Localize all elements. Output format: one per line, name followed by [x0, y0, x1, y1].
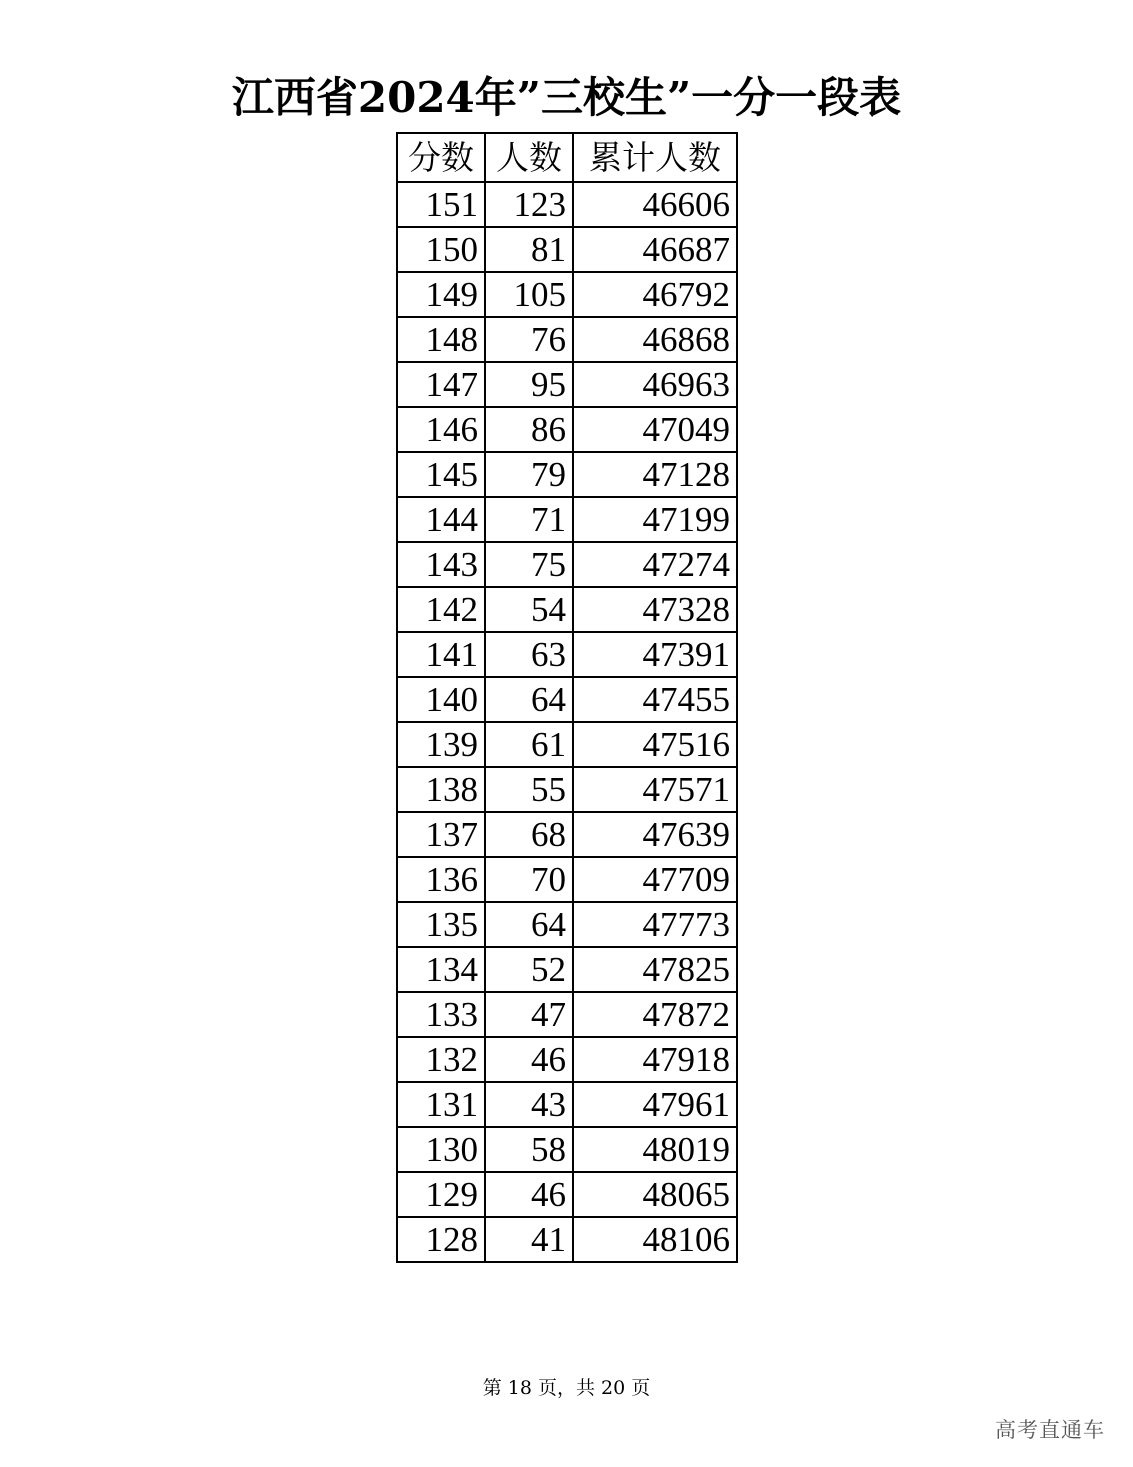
cell-cumulative: 47825: [573, 947, 737, 992]
cell-count: 52: [485, 947, 573, 992]
cell-cumulative: 47391: [573, 632, 737, 677]
header-count: 人数: [485, 133, 573, 182]
table-row: [397, 497, 737, 542]
table-row: [397, 722, 737, 767]
cell-count: 79: [485, 452, 573, 497]
table-row: [397, 1172, 737, 1217]
cell-cumulative: 47516: [573, 722, 737, 767]
cell-score: 148: [397, 317, 485, 362]
table-row: [397, 812, 737, 857]
cell-count: 95: [485, 362, 573, 407]
cell-score: 147: [397, 362, 485, 407]
cell-cumulative: 47961: [573, 1082, 737, 1127]
cell-cumulative: 46868: [573, 317, 737, 362]
cell-cumulative: 48106: [573, 1217, 737, 1262]
cell-score: 128: [397, 1217, 485, 1262]
cell-count: 86: [485, 407, 573, 452]
cell-cumulative: 47199: [573, 497, 737, 542]
table-row: [397, 407, 737, 452]
cell-cumulative: 47274: [573, 542, 737, 587]
cell-count: 105: [485, 272, 573, 317]
table-row: [397, 632, 737, 677]
cell-cumulative: 47773: [573, 902, 737, 947]
cell-score: 133: [397, 992, 485, 1037]
cell-score: 134: [397, 947, 485, 992]
cell-cumulative: 48065: [573, 1172, 737, 1217]
cell-cumulative: 47455: [573, 677, 737, 722]
cell-count: 46: [485, 1172, 573, 1217]
table-row: [397, 677, 737, 722]
table-row: [397, 542, 737, 587]
cell-score: 144: [397, 497, 485, 542]
cell-score: 151: [397, 182, 485, 227]
table-row: [397, 1127, 737, 1172]
table-row: [397, 1082, 737, 1127]
table-row: [397, 1037, 737, 1082]
cell-count: 75: [485, 542, 573, 587]
table-row: [397, 767, 737, 812]
table-header-row: [397, 133, 737, 182]
cell-count: 43: [485, 1082, 573, 1127]
cell-score: 136: [397, 857, 485, 902]
cell-score: 139: [397, 722, 485, 767]
cell-count: 46: [485, 1037, 573, 1082]
cell-count: 61: [485, 722, 573, 767]
cell-count: 71: [485, 497, 573, 542]
table-row: [397, 902, 737, 947]
cell-cumulative: 47872: [573, 992, 737, 1037]
table-row: [397, 227, 737, 272]
table-body: [397, 182, 737, 1262]
page-title: 江西省2024年”三校生”一分一段表: [231, 73, 902, 122]
page-number: 第 18 页，共 20 页: [482, 1377, 651, 1399]
cell-cumulative: 46606: [573, 182, 737, 227]
cell-score: 132: [397, 1037, 485, 1082]
table-row: [397, 947, 737, 992]
table-row: [397, 992, 737, 1037]
cell-score: 130: [397, 1127, 485, 1172]
table-row: [397, 362, 737, 407]
cell-score: 150: [397, 227, 485, 272]
cell-cumulative: 47128: [573, 452, 737, 497]
cell-score: 140: [397, 677, 485, 722]
cell-cumulative: 46687: [573, 227, 737, 272]
cell-cumulative: 47639: [573, 812, 737, 857]
cell-score: 129: [397, 1172, 485, 1217]
cell-score: 142: [397, 587, 485, 632]
cell-score: 137: [397, 812, 485, 857]
cell-count: 54: [485, 587, 573, 632]
cell-cumulative: 47328: [573, 587, 737, 632]
cell-score: 135: [397, 902, 485, 947]
cell-count: 47: [485, 992, 573, 1037]
cell-count: 123: [485, 182, 573, 227]
header-score: 分数: [397, 133, 485, 182]
table-row: [397, 182, 737, 227]
cell-score: 143: [397, 542, 485, 587]
cell-count: 76: [485, 317, 573, 362]
cell-cumulative: 47709: [573, 857, 737, 902]
watermark: 高考直通车: [995, 1418, 1105, 1442]
cell-score: 131: [397, 1082, 485, 1127]
cell-count: 81: [485, 227, 573, 272]
table-row: [397, 857, 737, 902]
header-cumulative: 累计人数: [573, 133, 737, 182]
cell-score: 146: [397, 407, 485, 452]
cell-count: 58: [485, 1127, 573, 1172]
table-row: [397, 452, 737, 497]
cell-count: 68: [485, 812, 573, 857]
cell-count: 63: [485, 632, 573, 677]
table-row: [397, 317, 737, 362]
cell-cumulative: 46792: [573, 272, 737, 317]
cell-score: 138: [397, 767, 485, 812]
cell-score: 141: [397, 632, 485, 677]
cell-cumulative: 48019: [573, 1127, 737, 1172]
cell-count: 55: [485, 767, 573, 812]
cell-score: 149: [397, 272, 485, 317]
cell-cumulative: 47918: [573, 1037, 737, 1082]
score-distribution-table: [396, 132, 738, 1263]
table-row: [397, 272, 737, 317]
table-row: [397, 587, 737, 632]
cell-count: 64: [485, 677, 573, 722]
cell-score: 145: [397, 452, 485, 497]
cell-cumulative: 47049: [573, 407, 737, 452]
cell-count: 70: [485, 857, 573, 902]
table-row: [397, 1217, 737, 1262]
cell-count: 64: [485, 902, 573, 947]
cell-cumulative: 46963: [573, 362, 737, 407]
cell-cumulative: 47571: [573, 767, 737, 812]
cell-count: 41: [485, 1217, 573, 1262]
